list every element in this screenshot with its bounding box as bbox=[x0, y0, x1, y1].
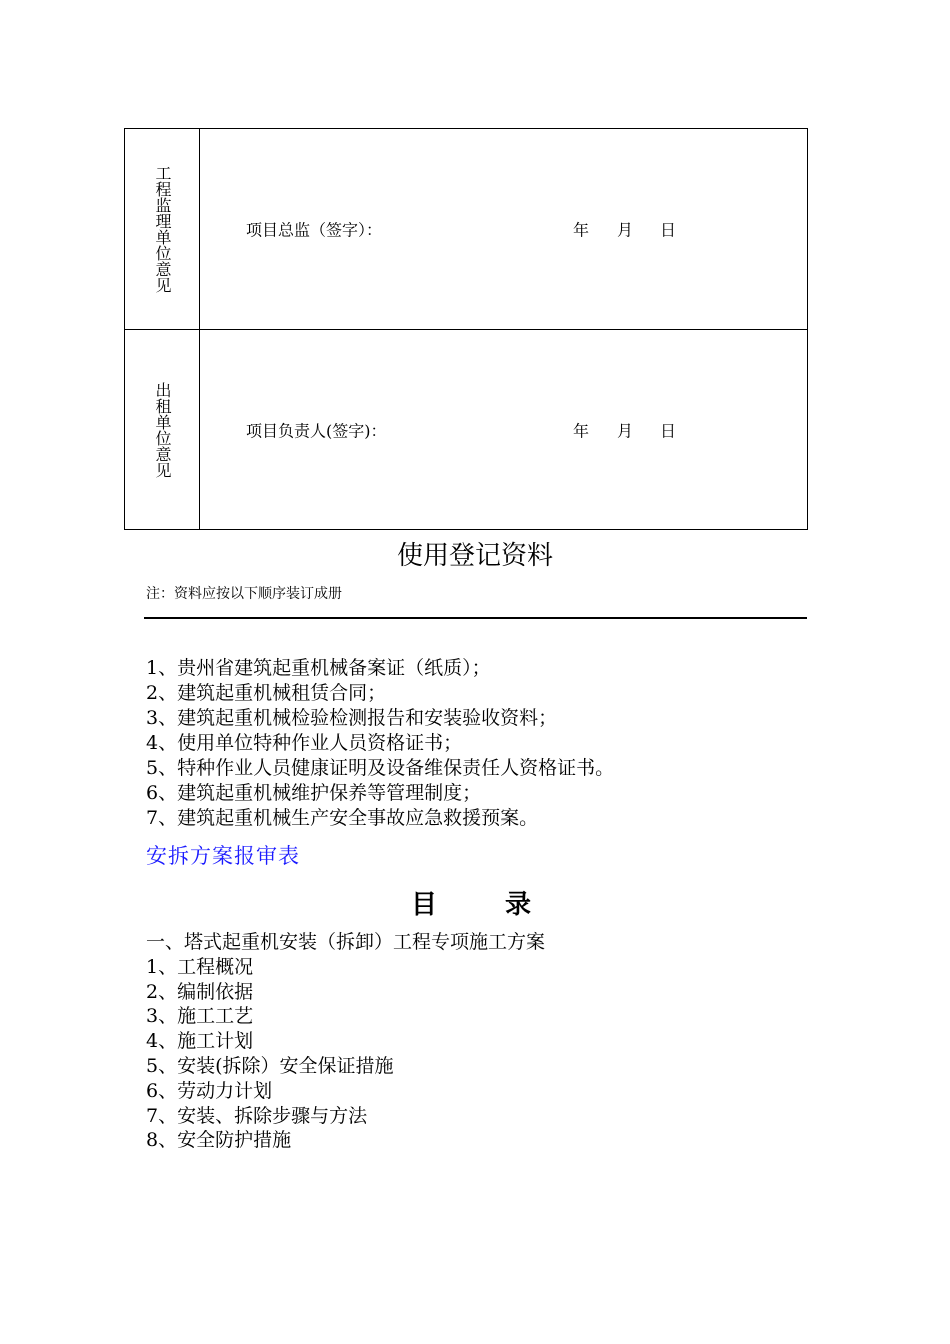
toc-item: 6、劳动力计划 bbox=[146, 1079, 273, 1102]
toc-item: 4、施工计划 bbox=[146, 1030, 254, 1053]
row-label-cell bbox=[125, 129, 200, 329]
toc-item: 1、工程概况 bbox=[146, 955, 254, 978]
date-day-label: 日 bbox=[660, 220, 677, 240]
toc-item: 7、安装、拆除步骤与方法 bbox=[146, 1104, 368, 1127]
date-month-label: 月 bbox=[617, 220, 634, 240]
divider-rule bbox=[144, 617, 807, 619]
list-item: 6、建筑起重机械维护保养等管理制度； bbox=[146, 782, 482, 804]
toc-item: 3、施工工艺 bbox=[146, 1005, 254, 1028]
toc-item: 一、塔式起重机安装（拆卸）工程专项施工方案 bbox=[146, 931, 546, 953]
row-label-cell bbox=[125, 330, 200, 529]
date-month-label: 月 bbox=[617, 421, 634, 440]
approval-form-link[interactable]: 安拆方案报审表 bbox=[146, 844, 300, 868]
table-row-lessor bbox=[125, 330, 807, 529]
list-item: 3、建筑起重机械检验检测报告和安装验收资料； bbox=[146, 707, 558, 729]
list-item: 5、特种作业人员健康证明及设备维保责任人资格证书。 bbox=[146, 757, 615, 779]
list-item: 1、贵州省建筑起重机械备案证（纸质）； bbox=[146, 657, 491, 679]
registration-title: 使用登记资料 bbox=[396, 541, 553, 571]
row-label-supervision: 工程监理单位意见 bbox=[153, 165, 172, 293]
toc-item: 5、安装(拆除）安全保证措施 bbox=[146, 1054, 394, 1077]
toc-item: 8、安全防护措施 bbox=[146, 1129, 292, 1152]
signature-label-chief-supervisor: 项目总监（签字）： bbox=[246, 220, 383, 240]
date-year-label: 年 bbox=[573, 220, 590, 240]
registration-list bbox=[146, 656, 614, 831]
table-row-supervision bbox=[125, 129, 807, 330]
signature-label-project-manager: 项目负责人(签字)： bbox=[246, 421, 387, 440]
list-item: 7、建筑起重机械生产安全事故应急救援预案。 bbox=[146, 807, 539, 829]
table-of-contents bbox=[146, 930, 545, 1153]
approval-table bbox=[124, 128, 808, 530]
date-day-label: 日 bbox=[660, 421, 677, 440]
date-year-label: 年 bbox=[573, 421, 590, 440]
toc-title: 目录 bbox=[411, 890, 600, 920]
list-item: 2、建筑起重机械租赁合同； bbox=[146, 682, 387, 704]
list-item: 4、使用单位特种作业人员资格证书； bbox=[146, 732, 463, 754]
binding-note: 注：资料应按以下顺序装订成册 bbox=[146, 586, 342, 602]
toc-item: 2、编制依据 bbox=[146, 980, 254, 1003]
row-label-lessor: 出租单位意见 bbox=[153, 381, 172, 478]
